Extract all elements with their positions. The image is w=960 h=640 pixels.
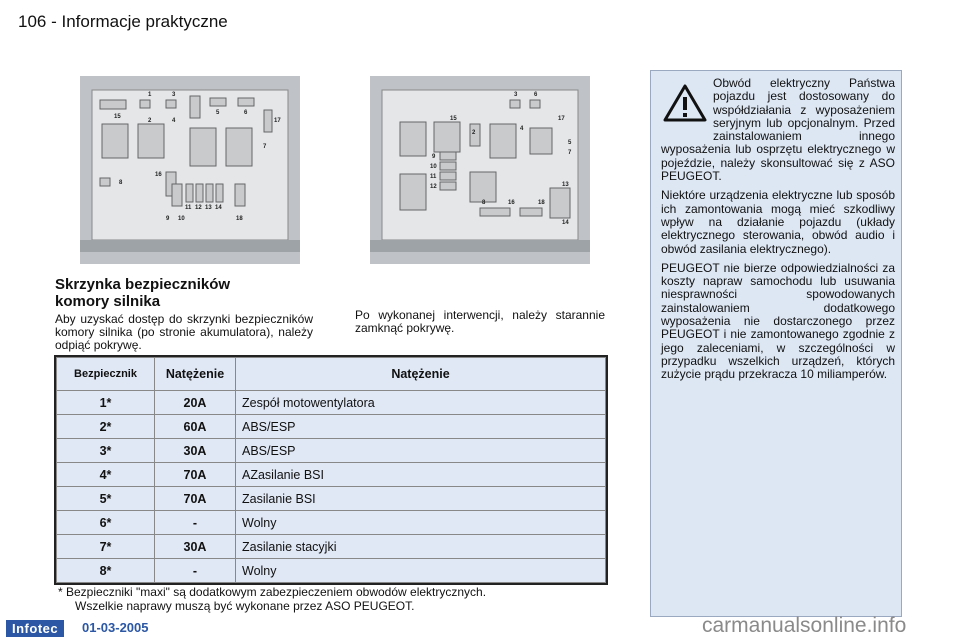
- fuse-amperage: 70A: [155, 487, 236, 511]
- footnote-line: * Bezpieczniki "maxi" są dodatkowym zabezpieczeniem obwodów elektrycznych.: [58, 585, 487, 599]
- diagram-label: 8: [482, 200, 486, 206]
- footer-brand-logo: Infotec: [6, 620, 64, 637]
- column-header: Natężenie: [155, 358, 236, 391]
- diagram-label: 3: [514, 92, 518, 98]
- fuse-number: 1*: [57, 391, 155, 415]
- diagram-label: 2: [472, 130, 476, 136]
- diagram-label: 11: [430, 174, 437, 180]
- heading-line: Skrzynka bezpieczników: [55, 276, 231, 293]
- after-intervention-note: Po wykonanej interwencji, należy starannie zamknąć pokrywę.: [355, 308, 605, 335]
- diagram-label: 9: [432, 154, 436, 160]
- fuse-amperage: 60A: [155, 415, 236, 439]
- fuse-number: 4*: [57, 463, 155, 487]
- diagram-label: 10: [178, 216, 185, 222]
- footer-date: 01-03-2005: [82, 620, 149, 635]
- heading-line: komory silnika: [55, 293, 161, 310]
- diagram-label: 17: [558, 116, 565, 122]
- diagram-label: 9: [166, 216, 170, 222]
- diagram-label: 16: [155, 172, 162, 178]
- fuse-amperage: 30A: [155, 535, 236, 559]
- footnote: [58, 585, 618, 613]
- table-row: [57, 559, 606, 583]
- diagram-label: 18: [538, 200, 545, 206]
- diagram-label: 1: [148, 92, 152, 98]
- fuse-function: Wolny: [236, 511, 606, 535]
- section-heading: [55, 276, 230, 310]
- diagram-label: 4: [172, 118, 176, 124]
- fuse-number: 3*: [57, 439, 155, 463]
- table-row: [57, 535, 606, 559]
- diagram-label: 3: [172, 92, 176, 98]
- fuse-box-diagram-left: [80, 76, 300, 264]
- diagram-label: 7: [263, 144, 267, 150]
- fuse-amperage: 20A: [155, 391, 236, 415]
- access-instructions: Aby uzyskać dostęp do skrzynki bezpieczników komory silnika (po stronie akumulatora), należy odpiąć pokrywę.: [55, 312, 313, 352]
- diagram-label: 6: [534, 92, 538, 98]
- table-row: [57, 511, 606, 535]
- footnote-line: Wszelkie naprawy muszą być wykonane przez ASO PEUGEOT.: [75, 599, 415, 613]
- table-row: [57, 415, 606, 439]
- column-header: Bezpiecznik: [57, 358, 155, 391]
- fuse-number: 7*: [57, 535, 155, 559]
- diagram-label: 7: [568, 150, 572, 156]
- fuse-function: Zasilanie stacyjki: [236, 535, 606, 559]
- diagram-label: 5: [568, 140, 572, 146]
- diagram-label: 8: [119, 180, 123, 186]
- fuse-table: [56, 357, 606, 583]
- fuse-box-diagram-right: [370, 76, 590, 264]
- diagram-label: 12: [430, 184, 437, 190]
- fuse-number: 2*: [57, 415, 155, 439]
- diagram-label: 11: [185, 205, 192, 211]
- fuse-amperage: 30A: [155, 439, 236, 463]
- watermark: carmanualsonline.info: [702, 614, 907, 637]
- diagram-label: 15: [450, 116, 457, 122]
- table-row: [57, 391, 606, 415]
- diagram-label: 15: [114, 114, 121, 120]
- fuse-number: 5*: [57, 487, 155, 511]
- fuse-function: AZasilanie BSI: [236, 463, 606, 487]
- fuse-function: ABS/ESP: [236, 439, 606, 463]
- diagram-label: 10: [430, 164, 437, 170]
- table-row: [57, 487, 606, 511]
- fuse-number: 6*: [57, 511, 155, 535]
- warning-text: [661, 77, 895, 388]
- fuse-number: 8*: [57, 559, 155, 583]
- fuse-amperage: -: [155, 511, 236, 535]
- fuse-amperage: 70A: [155, 463, 236, 487]
- table-row: [57, 463, 606, 487]
- diagram-label: 14: [215, 205, 222, 211]
- fuse-amperage: -: [155, 559, 236, 583]
- page-title: 106 - Informacje praktyczne: [18, 12, 228, 31]
- diagram-label: 5: [216, 110, 220, 116]
- diagram-label: 13: [562, 182, 569, 188]
- fuse-function: ABS/ESP: [236, 415, 606, 439]
- diagram-label: 6: [244, 110, 248, 116]
- diagram-label: 18: [236, 216, 243, 222]
- warning-paragraph: Niektóre urządzenia elektryczne lub sposób ich zamontowania mogą mieć szkodliwy wpływ na działanie pojazdu (układy elektrycznego sterowania, obwód audio i obwód zasilania elektrycznego).: [661, 188, 895, 256]
- table-row: [57, 439, 606, 463]
- diagram-label: 13: [205, 205, 212, 211]
- fuse-function: Zespół motowentylatora: [236, 391, 606, 415]
- fuse-function: Zasilanie BSI: [236, 487, 606, 511]
- column-header: Natężenie: [236, 358, 606, 391]
- fuse-function: Wolny: [236, 559, 606, 583]
- table-header-row: [57, 358, 606, 391]
- diagram-label: 12: [195, 205, 202, 211]
- diagram-label: 4: [520, 126, 524, 132]
- diagram-label: 17: [274, 118, 281, 124]
- warning-paragraph: PEUGEOT nie bierze odpowiedzialności za koszty napraw samochodu lub usuwania niesprawności spowodowanych zainstalowaniem dodatkowego wyposażenia nie dostarczonego przez PEUGEOT i nie zamontowanego zgodnie z jego zaleceniami, w szczególności w przypadku wszelkich urządzeń, których zużycie prądu przekracza 10 miliamperów.: [661, 260, 895, 382]
- diagram-label: 16: [508, 200, 515, 206]
- diagram-label: 2: [148, 118, 152, 124]
- diagram-label: 14: [562, 220, 569, 226]
- warning-box: [650, 70, 902, 617]
- warning-paragraph: Obwód elektryczny Państwa pojazdu jest dostosowany do współdziałania z wyposażeniem seryjnym lub opcjonalnym. Przed zainstalowaniem innego wyposażenia lub osprzętu elektrycznego w pojeździe, należy skonsultować się z ASO PEUGEOT.: [661, 76, 895, 184]
